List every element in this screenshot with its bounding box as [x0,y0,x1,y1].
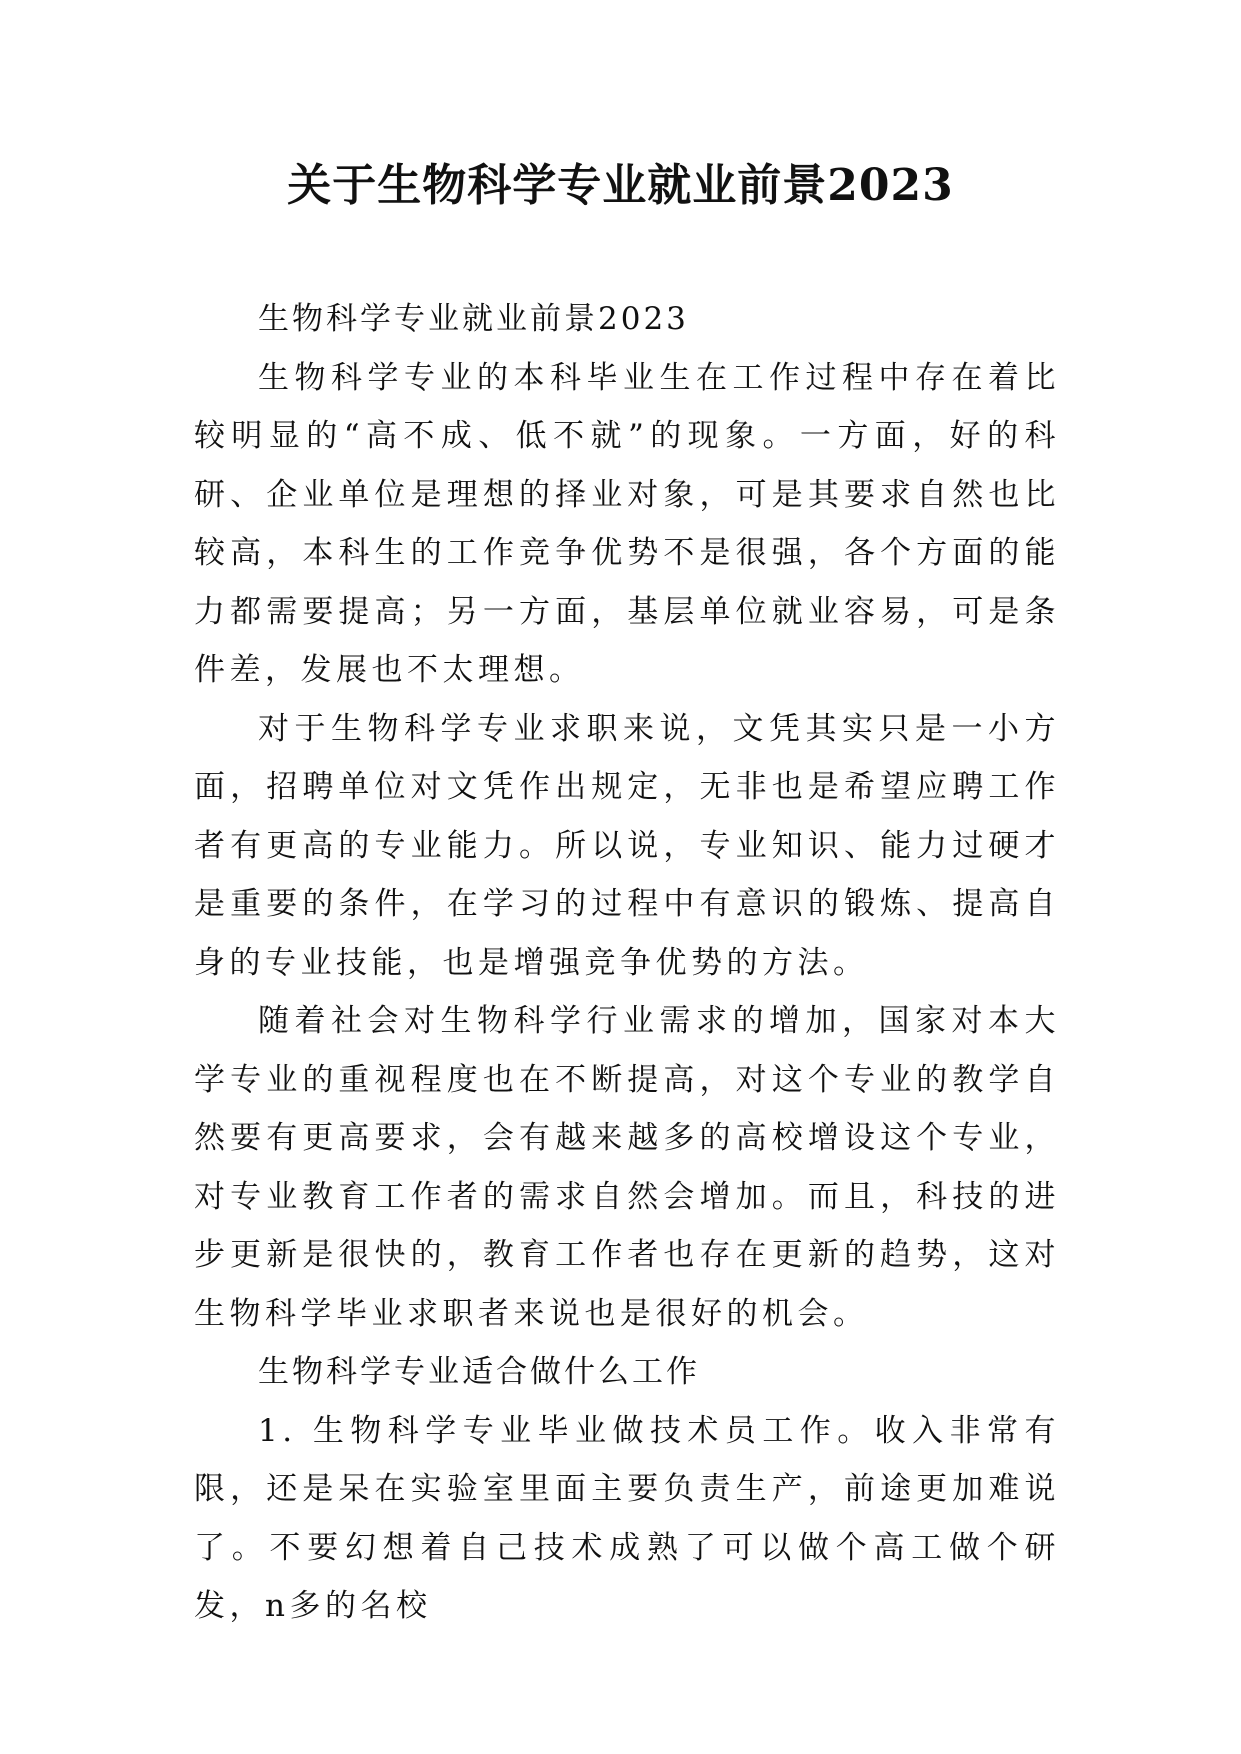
paragraph-demand: 随着社会对生物科学行业需求的增加，国家对本大学专业的重视程度也在不断提高，对这个专业的教学自然要有更高要求，会有越来越多的高校增设这个专业，对专业教育工作者的需求自然会增加。而且，科技的进步更新是很快的，教育工作者也存在更新的趋势，这对生物科学毕业求职者来说也是很好的机会。 [194,1003,1060,1332]
document-body [194,290,1060,1636]
list-item-technician: 1. 生物科学专业毕业做技术员工作。收入非常有限，还是呆在实验室里面主要负责生产，前途更加难说了。不要幻想着自己技术成熟了可以做个高工做个研发，n多的名校 [194,1412,1060,1624]
paragraph-subtitle: 生物科学专业就业前景2023 [258,301,689,337]
document-title: 关于生物科学专业就业前景2023 [287,160,954,211]
section-heading-suitable-jobs: 生物科学专业适合做什么工作 [258,1354,700,1390]
paragraph-diploma: 对于生物科学专业求职来说，文凭其实只是一小方面，招聘单位对文凭作出规定，无非也是希望应聘工作者有更高的专业能力。所以说，专业知识、能力过硬才是重要的条件，在学习的过程中有意识的锻炼、提高自身的专业技能，也是增强竞争优势的方法。 [194,710,1060,981]
paragraph-intro: 生物科学专业的本科毕业生在工作过程中存在着比较明显的“高不成、低不就”的现象。一方面，好的科研、企业单位是理想的择业对象，可是其要求自然也比较高，本科生的工作竞争优势不是很强，各个方面的能力都需要提高；另一方面，基层单位就业容易，可是条件差，发展也不太理想。 [194,359,1060,688]
